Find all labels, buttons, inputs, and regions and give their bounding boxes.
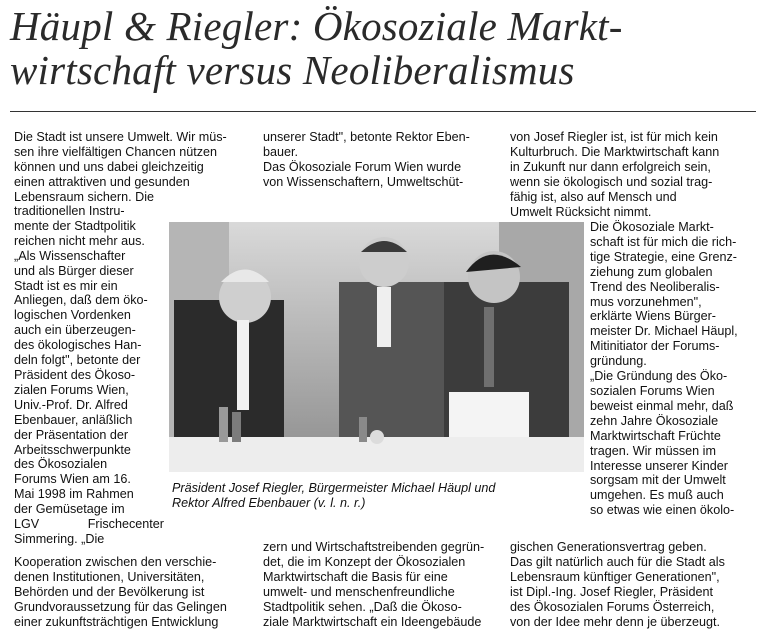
caption-line-2: Rektor Alfred Ebenbauer (v. l. n. r.) <box>172 496 366 510</box>
col1-bottom-line: Behörden und der Bevölkerung ist <box>14 584 205 599</box>
col3-bottom-line: von der Idee mehr denn je überzeugt. <box>510 614 721 629</box>
col3-side-line: sozialen Forums Wien <box>590 383 715 398</box>
col3-bottom-line: des Ökosozialen Forums Österreich, <box>510 599 715 614</box>
col1-side-line: Präsident des Ökoso- <box>14 367 136 382</box>
col3-top-line: Kulturbruch. Die Marktwirtschaft kann <box>510 144 720 159</box>
col3-side-line: so etwas wie einen ökolo- <box>590 503 735 518</box>
col2-top-line: bauer. <box>263 144 299 159</box>
col2-bottom-line: Stadtpolitik sehen. „Daß die Ökoso- <box>263 599 462 614</box>
caption-line-1: Präsident Josef Riegler, Bürgermeister Michael Häupl und <box>172 481 496 495</box>
col1-side-line: „Als Wissenschafter <box>14 248 126 263</box>
headline-line-2: wirtschaft versus Neoliberalismus <box>10 47 575 93</box>
article-headline <box>10 4 760 92</box>
col2-top-line: unserer Stadt", betonte Rektor Eben- <box>263 130 470 144</box>
col3-side-line: umgehen. Es muß auch <box>590 488 724 503</box>
col3-side-line: „Die Gründung des Öko- <box>590 369 728 384</box>
col2-bottom-line: det, die im Konzept der Ökosozialen <box>263 554 466 569</box>
col1-side-line: logischen Vordenken <box>14 308 131 323</box>
col2-top-line: von Wissenschaftern, Umweltschüt- <box>263 174 464 189</box>
col1-side-line: deln folgt", betonte der <box>14 353 141 368</box>
column-2-bottom <box>263 540 503 629</box>
col1-side-line: Ebenbauer, anläßlich <box>14 412 133 427</box>
col1-side-line: des Ökosozialen <box>14 457 108 472</box>
col2-bottom-line: ziale Marktwirtschaft ein Ideengebäude <box>263 614 482 629</box>
col3-side-line: schaft ist für mich die rich- <box>590 234 737 249</box>
col3-side-line: tige Strategie, eine Grenz- <box>590 249 738 264</box>
col3-side-line: Marktwirtschaft Früchte <box>590 428 721 443</box>
col2-bottom-line: umwelt- und menschenfreundliche <box>263 584 455 599</box>
col2-top-line: Das Ökosoziale Forum Wien wurde <box>263 159 462 174</box>
col1-top-line: sen ihre vielfältigen Chancen nützen <box>14 144 218 159</box>
col1-side-line: Univ.-Prof. Dr. Alfred <box>14 397 128 412</box>
column-1-beside-photo <box>14 204 164 547</box>
col3-side-line: gründung. <box>590 354 647 369</box>
col3-side-line: Trend des Neoliberalis- <box>590 279 720 294</box>
col1-top-line: können und uns dabei gleichzeitig <box>14 159 204 174</box>
headline-line-1: Häupl & Riegler: Ökosoziale Markt- <box>10 3 623 49</box>
col1-side-line: Arbeitsschwerpunkte <box>14 442 131 457</box>
col1-side-line: zialen Forums Wien, <box>14 382 129 397</box>
col1-side-line: der Gemüsetage im <box>14 502 125 517</box>
col1-side-line: auch ein überzeugen- <box>14 323 136 338</box>
col3-bottom-line: gischen Generationsvertrag geben. <box>510 540 707 554</box>
col3-bottom-line: Lebensraum künftiger Generationen", <box>510 569 720 584</box>
col1-bottom-line: denen Institutionen, Universitäten, <box>14 569 205 584</box>
col1-side-line: LGV Frischecenter Simmering. „Die <box>14 517 164 546</box>
col1-side-line: Anliegen, daß dem öko- <box>14 293 148 308</box>
col1-side-line: der Präsentation der <box>14 427 129 442</box>
col3-side-line: Interesse unserer Kinder <box>590 458 728 473</box>
col3-side-line: zehn Jahre Ökosoziale <box>590 413 719 428</box>
col1-bottom-line: Kooperation zwischen den verschie- <box>14 555 217 569</box>
col3-bottom-line: ist Dipl.-Ing. Josef Riegler, Präsident <box>510 584 713 599</box>
col1-top-line: Lebensraum sichern. Die <box>14 189 155 204</box>
col2-bottom-line: Marktwirtschaft die Basis für eine <box>263 569 448 584</box>
col3-side-line: tragen. Wir müssen im <box>590 443 716 458</box>
col3-side-line: beweist einmal mehr, daß <box>590 398 734 413</box>
col1-side-line: des ökologisches Han- <box>14 338 142 353</box>
col1-bottom-line: einer zukunftsträchtigen Entwicklung <box>14 614 219 629</box>
col3-top-line: wenn sie ökologisch und sozial trag- <box>510 174 713 189</box>
col1-side-line: reichen nicht mehr aus. <box>14 233 145 248</box>
article-photo <box>169 222 584 472</box>
col3-side-line: erklärte Wiens Bürger- <box>590 309 716 324</box>
col2-bottom-line: zern und Wirtschaftstreibenden gegrün- <box>263 540 485 554</box>
col1-bottom-line: Grundvoraussetzung für das Gelingen <box>14 599 227 614</box>
photo-illustration <box>169 222 584 472</box>
col3-side-line: Mitinitiator der Forums- <box>590 339 720 354</box>
col1-top-line: Die Stadt ist unsere Umwelt. Wir müs- <box>14 130 227 144</box>
column-3-top <box>510 130 754 219</box>
column-1-bottom <box>14 555 259 630</box>
col3-side-line: ziehung zum globalen <box>590 264 713 279</box>
col3-top-line: von Josef Riegler ist, ist für mich kein <box>510 130 718 144</box>
column-3-beside-photo <box>590 220 754 518</box>
col1-top-line: einen attraktiven und gesunden <box>14 174 190 189</box>
col3-top-line: Umwelt Rücksicht nimmt. <box>510 204 652 219</box>
col3-side-line: mus vorzunehmen", <box>590 294 702 309</box>
col1-side-line: Forums Wien am 16. <box>14 472 131 487</box>
col3-side-line: meister Dr. Michael Häupl, <box>590 324 738 339</box>
col3-top-line: fähig ist, also auf Mensch und <box>510 189 677 204</box>
col3-bottom-line: Das gilt natürlich auch für die Stadt als <box>510 554 725 569</box>
col3-top-line: in Zukunft nur dann erfolgreich sein, <box>510 159 711 174</box>
col3-side-line: Die Ökosoziale Markt- <box>590 220 714 234</box>
col1-side-line: mente der Stadtpolitik <box>14 218 136 233</box>
col3-side-line: sorgsam mit der Umwelt <box>590 473 726 488</box>
photo-caption <box>172 481 572 511</box>
column-3-bottom <box>510 540 754 629</box>
column-2-top <box>263 130 503 190</box>
col1-side-line: Mai 1998 im Rahmen <box>14 487 134 502</box>
col1-side-line: Stadt ist es mir ein <box>14 278 118 293</box>
column-1-top <box>14 130 259 205</box>
col1-side-line: traditionellen Instru- <box>14 204 125 218</box>
col1-side-line: und als Bürger dieser <box>14 263 134 278</box>
headline-rule <box>10 111 756 112</box>
